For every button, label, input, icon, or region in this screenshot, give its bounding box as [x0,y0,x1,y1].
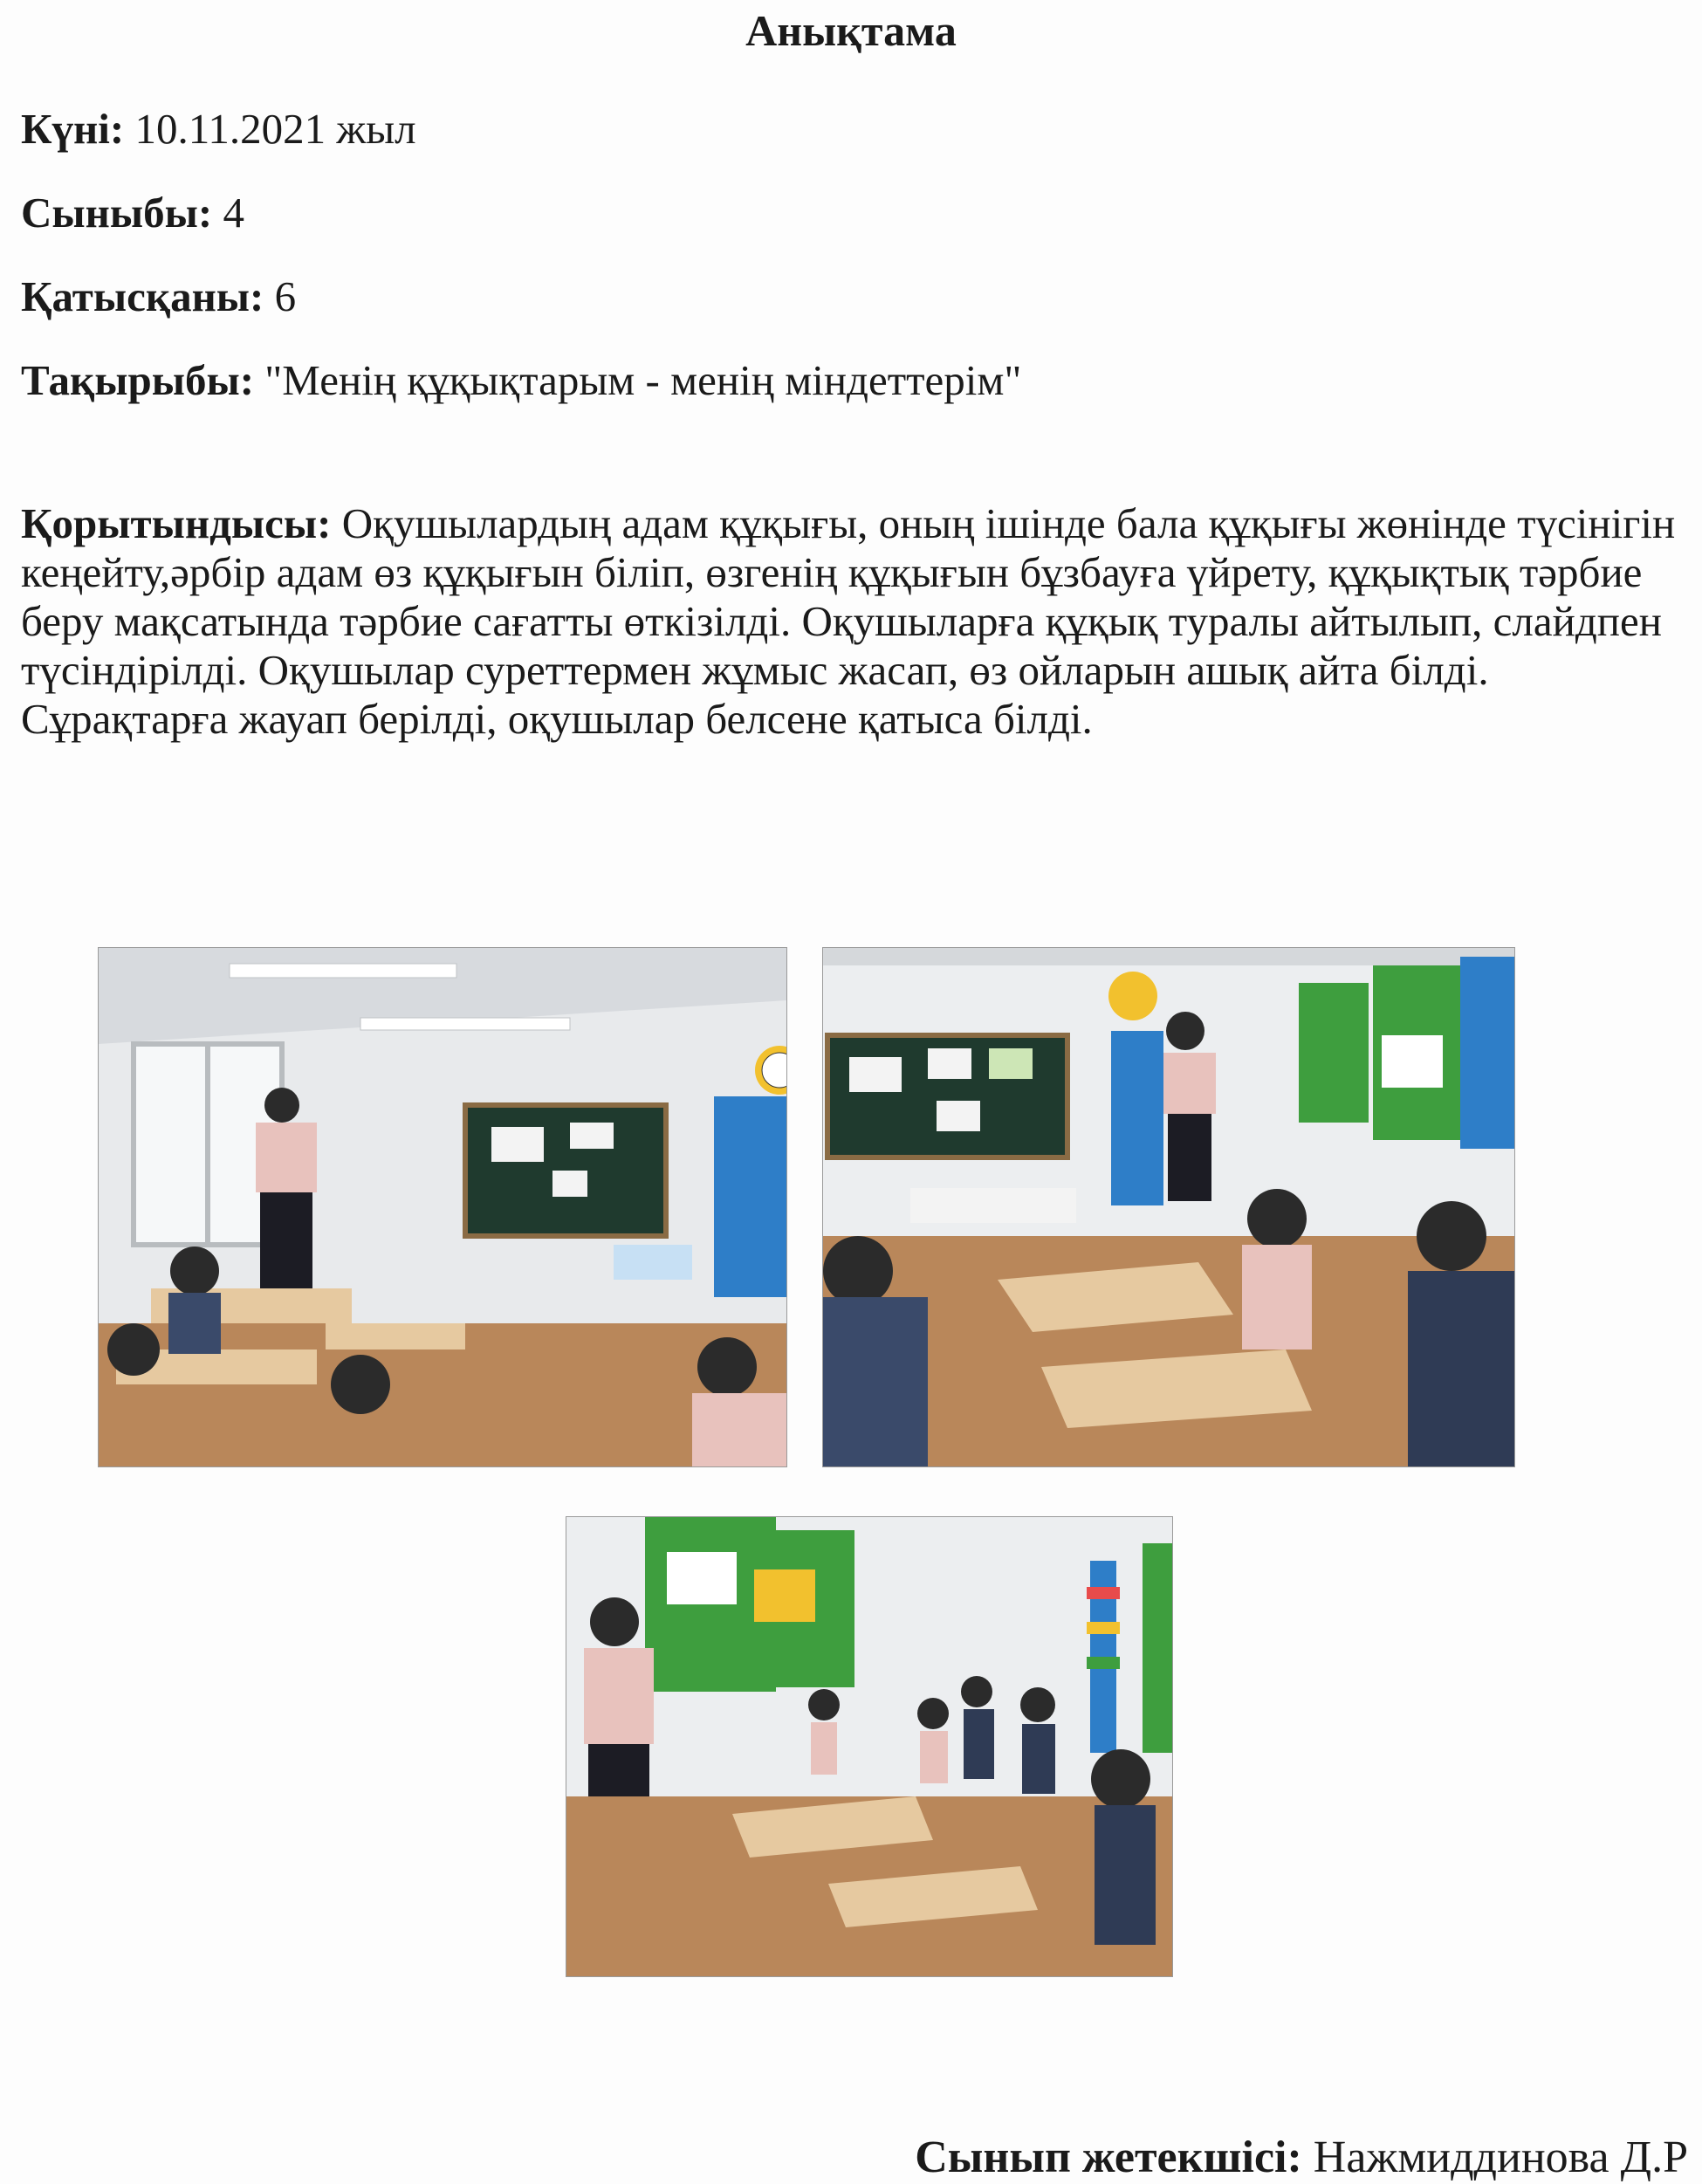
document-title: Анықтама [745,6,957,55]
attendance-value: 6 [264,272,297,320]
class-field [21,187,244,239]
classroom-photo-3 [566,1516,1173,1977]
conclusion-text: Оқушылардың адам құқығы, оның ішінде бала құқығы жөнінде түсінігін кеңейту,әрбір адам өз құқығын біліп, өзгенің құқығын бұзбауға үйрету, құқықтық тәрбие беру мақсатында тәрбие сағатты өткізілді. Оқушыларға құқық туралы айтылып, слайдпен түсіндірілді. Оқушылар суреттермен жұмыс жасап, өз ойларын ашық айта білді. Сұрақтарға жауап берілді, оқушылар белсене қатыса білді. [21,499,1676,743]
signature-name: Нажмиддинова Д.Р [1301,2132,1688,2182]
topic-field [21,354,1021,407]
classroom-photo-2 [822,947,1515,1467]
conclusion-label: Қорытындысы: [21,499,332,547]
attendance-label: Қатысқаны: [21,272,264,320]
class-label: Сыныбы: [21,189,213,237]
date-label: Күні: [21,105,125,153]
class-value: 4 [212,189,244,237]
conclusion-paragraph [21,499,1684,744]
topic-label: Тақырыбы: [21,356,255,404]
attendance-field [21,271,296,323]
class-teacher-signature [915,2132,1688,2183]
classroom-photo-1 [98,947,787,1467]
signature-label: Сынып жетекшісі: [915,2132,1302,2182]
date-field [21,103,416,155]
topic-value: "Менің құқықтарым - менің міндеттерім" [254,356,1022,404]
date-value: 10.11.2021 жыл [124,105,416,153]
